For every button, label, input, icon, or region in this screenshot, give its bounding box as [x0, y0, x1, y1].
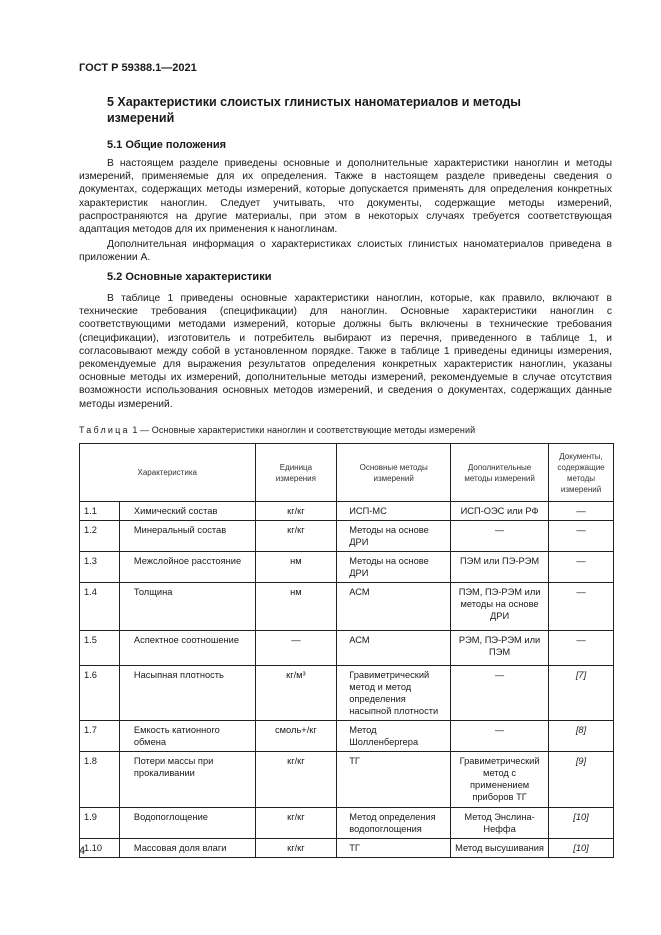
table-row [80, 631, 614, 666]
section-title: 5 Характеристики слоистых глинистых наноматериалов и методы измерений [107, 95, 521, 125]
row-additional-method: ПЭМ, ПЭ-РЭМ или методы на основе ДРИ [451, 583, 549, 631]
header-documents: Документы, содержащие методы измерений [549, 444, 614, 502]
row-main-method: Методы на основе ДРИ [337, 521, 451, 552]
row-number: 1.5 [80, 631, 120, 666]
row-characteristic: Потери массы при прокаливании [119, 752, 255, 808]
row-unit: кг/м³ [255, 666, 337, 721]
header-additional-methods: Дополнительные методы измерений [451, 444, 549, 502]
row-additional-method: Гравиметрический метод с применением приборов ТГ [451, 752, 549, 808]
row-document: [10] [549, 839, 614, 858]
row-main-method: Гравиметрический метод и метод определения насыпной плотности [337, 666, 451, 721]
table-row [80, 808, 614, 839]
table-row [80, 502, 614, 521]
page-number: 4 [79, 845, 86, 857]
row-document: — [549, 631, 614, 666]
row-unit: кг/кг [255, 752, 337, 808]
row-unit: нм [255, 552, 337, 583]
table-row [80, 552, 614, 583]
row-number: 1.4 [80, 583, 120, 631]
table-row [80, 752, 614, 808]
row-additional-method: — [451, 721, 549, 752]
row-additional-method: Метод высушивания [451, 839, 549, 858]
header-unit: Единица измерения [255, 444, 337, 502]
row-number: 1.9 [80, 808, 120, 839]
row-number: 1.1 [80, 502, 120, 521]
row-number: 1.7 [80, 721, 120, 752]
table-row [80, 666, 614, 721]
row-document: [7] [549, 666, 614, 721]
row-characteristic: Межслойное расстояние [119, 552, 255, 583]
row-document: — [549, 552, 614, 583]
row-unit: кг/кг [255, 839, 337, 858]
table-row [80, 839, 614, 858]
row-document: [9] [549, 752, 614, 808]
subsection-title-general: 5.1 Общие положения [107, 139, 227, 151]
row-unit: смоль+/кг [255, 721, 337, 752]
table-caption-text: 1 — Основные характеристики наноглин и соответствующие методы измерений [132, 425, 476, 435]
row-characteristic: Водопоглощение [119, 808, 255, 839]
row-characteristic: Минеральный состав [119, 521, 255, 552]
row-additional-method: ИСП-ОЭС или РФ [451, 502, 549, 521]
row-characteristic: Толщина [119, 583, 255, 631]
paragraph-general-2 [79, 238, 612, 264]
table-caption-label: Таблица [79, 425, 130, 435]
row-additional-method: Метод Энслина-Неффа [451, 808, 549, 839]
row-document: — [549, 502, 614, 521]
subsection-title-main: 5.2 Основные характеристики [107, 271, 272, 283]
row-number: 1.6 [80, 666, 120, 721]
table-caption [79, 425, 475, 435]
row-document: — [549, 521, 614, 552]
row-characteristic: Насыпная плотность [119, 666, 255, 721]
table-header-row [80, 444, 614, 502]
table-row [80, 721, 614, 752]
table-row [80, 521, 614, 552]
row-additional-method: — [451, 666, 549, 721]
row-characteristic: Емкость катионного обмена [119, 721, 255, 752]
row-additional-method: ПЭМ или ПЭ-РЭМ [451, 552, 549, 583]
row-main-method: ИСП-МС [337, 502, 451, 521]
paragraph-text: Дополнительная информация о характеристиках слоистых глинистых наноматериалов приведена в приложении А. [79, 239, 612, 264]
row-main-method: АСМ [337, 583, 451, 631]
characteristics-table [79, 443, 614, 858]
row-unit: кг/кг [255, 502, 337, 521]
row-unit: кг/кг [255, 521, 337, 552]
document-header: ГОСТ Р 59388.1—2021 [79, 62, 197, 74]
row-main-method: ТГ [337, 752, 451, 808]
row-unit: — [255, 631, 337, 666]
row-characteristic: Химический состав [119, 502, 255, 521]
header-main-methods: Основные методы измерений [337, 444, 451, 502]
row-number: 1.3 [80, 552, 120, 583]
row-unit: кг/кг [255, 808, 337, 839]
paragraph-general-1 [79, 157, 612, 236]
row-main-method: Методы на основе ДРИ [337, 552, 451, 583]
row-characteristic: Массовая доля влаги [119, 839, 255, 858]
row-number: 1.2 [80, 521, 120, 552]
row-number: 1.10 [80, 839, 120, 858]
row-number: 1.8 [80, 752, 120, 808]
paragraph-text: В таблице 1 приведены основные характеристики наноглин, которые, как правило, включают в технические требования (спецификации) для наноглин. Основные характеристики наноглин с соответствующими методами измерений, которые должны быть включены в технические требования (спецификации), изготовитель и потребитель выбирают из перечня, приведенного в таблице 1, и согласовывают между собой в установленном порядке. Также в таблице 1 приведены единицы измерения, рекомендуемые для выражения результатов определения конкретных характеристик наноглин, указаны основные методы их измерений, дополнительные методы измерений, рекомендуемые в случае отсутствия возможности использования основных методов измерений, и сведения о документах, содержащих данные методы измерений. [79, 293, 612, 410]
row-document: [10] [549, 808, 614, 839]
row-document: — [549, 583, 614, 631]
row-unit: нм [255, 583, 337, 631]
row-main-method: АСМ [337, 631, 451, 666]
paragraph-text: В настоящем разделе приведены основные и дополнительные характеристики наноглин и методы измерений, применяемые для их определения. Также в настоящем разделе приведены сведения о документах, содержащих методы измерений, которые допускается применять для определения конкретных характеристик наноглин. Следует учитывать, что документы, содержащие методы измерений, распространяются на другие материалы, при этом в некоторых случаях требуется соответствующая адаптация методов для их применения к наноглинам. [79, 158, 612, 236]
row-additional-method: РЭМ, ПЭ-РЭМ или ПЭМ [451, 631, 549, 666]
paragraph-main-1 [79, 292, 612, 411]
row-document: [8] [549, 721, 614, 752]
row-main-method: Метод определения водопоглощения [337, 808, 451, 839]
row-main-method: ТГ [337, 839, 451, 858]
row-characteristic: Аспектное соотношение [119, 631, 255, 666]
row-additional-method: — [451, 521, 549, 552]
header-characteristic: Характеристика [80, 444, 256, 502]
table-row [80, 583, 614, 631]
row-main-method: Метод Шолленбергера [337, 721, 451, 752]
